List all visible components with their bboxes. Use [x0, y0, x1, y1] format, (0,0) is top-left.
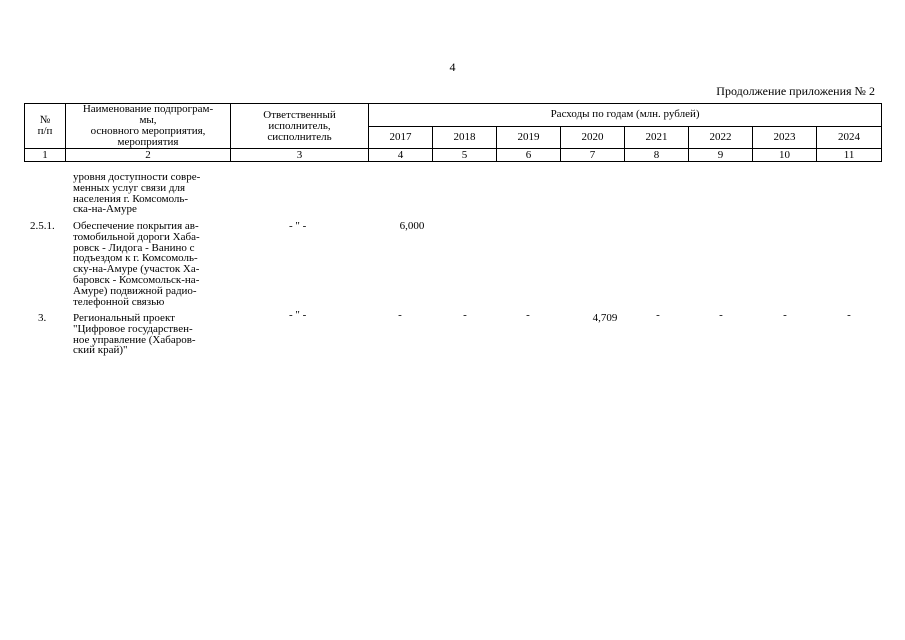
column-number: 11 — [817, 149, 882, 162]
column-number: 1 — [25, 149, 66, 162]
expenses-table-header — [24, 103, 882, 162]
header-num: № п/п — [25, 104, 66, 149]
page-number: 4 — [449, 60, 456, 74]
row-name: Региональный проект "Цифровое государствен- ное управление (Хабаров- ский край)" — [73, 312, 196, 357]
column-number: 6 — [497, 149, 561, 162]
header-year: 2022 — [689, 126, 753, 149]
column-number: 10 — [753, 149, 817, 162]
header-year: 2017 — [369, 126, 433, 149]
header-expenses: Расходы по годам (млн. рублей) — [369, 104, 882, 127]
row-executor: - " - — [289, 309, 307, 321]
appendix-caption: Продолжение приложения № 2 — [716, 84, 875, 98]
column-number: 7 — [561, 149, 625, 162]
row-value-2023: - — [783, 309, 787, 321]
row-value-2018: - — [463, 309, 467, 321]
row-value-2022: - — [719, 309, 723, 321]
header-year: 2018 — [433, 126, 497, 149]
column-number: 9 — [689, 149, 753, 162]
row-number: 3. — [38, 312, 47, 324]
row-value-2017: 6,000 — [399, 220, 425, 232]
header-year: 2019 — [497, 126, 561, 149]
row-value-2021: - — [656, 309, 660, 321]
column-number: 4 — [369, 149, 433, 162]
row-name: Обеспечение покрытия ав- томобильной дороги Хаба- ровск - Лидога - Ванино с подъездом к г. Комсомоль- ску-на-Амуре (участок Ха- баровск - Комсомольск-на- Амуре) подвижной радио- телефонной связью — [73, 220, 200, 308]
column-number: 2 — [66, 149, 231, 162]
row-value-2024: - — [847, 309, 851, 321]
column-number: 5 — [433, 149, 497, 162]
column-number: 8 — [625, 149, 689, 162]
row-value-2017: - — [398, 309, 402, 321]
continuation-text: уровня доступности совре- менных услуг связи для населения г. Комсомоль- ска-на-Амуре — [73, 171, 201, 216]
header-year: 2020 — [561, 126, 625, 149]
header-executor: Ответственный исполнитель, сисполнитель — [231, 104, 369, 149]
row-number: 2.5.1. — [30, 220, 55, 232]
header-year: 2024 — [817, 126, 882, 149]
row-value-2019: - — [526, 309, 530, 321]
header-year: 2023 — [753, 126, 817, 149]
header-year: 2021 — [625, 126, 689, 149]
row-value-2020: 4,709 — [592, 312, 618, 324]
row-executor: - " - — [289, 220, 307, 232]
header-name: Наименование подпрограм- мы, основного мероприятия, мероприятия — [66, 104, 231, 149]
column-number: 3 — [231, 149, 369, 162]
